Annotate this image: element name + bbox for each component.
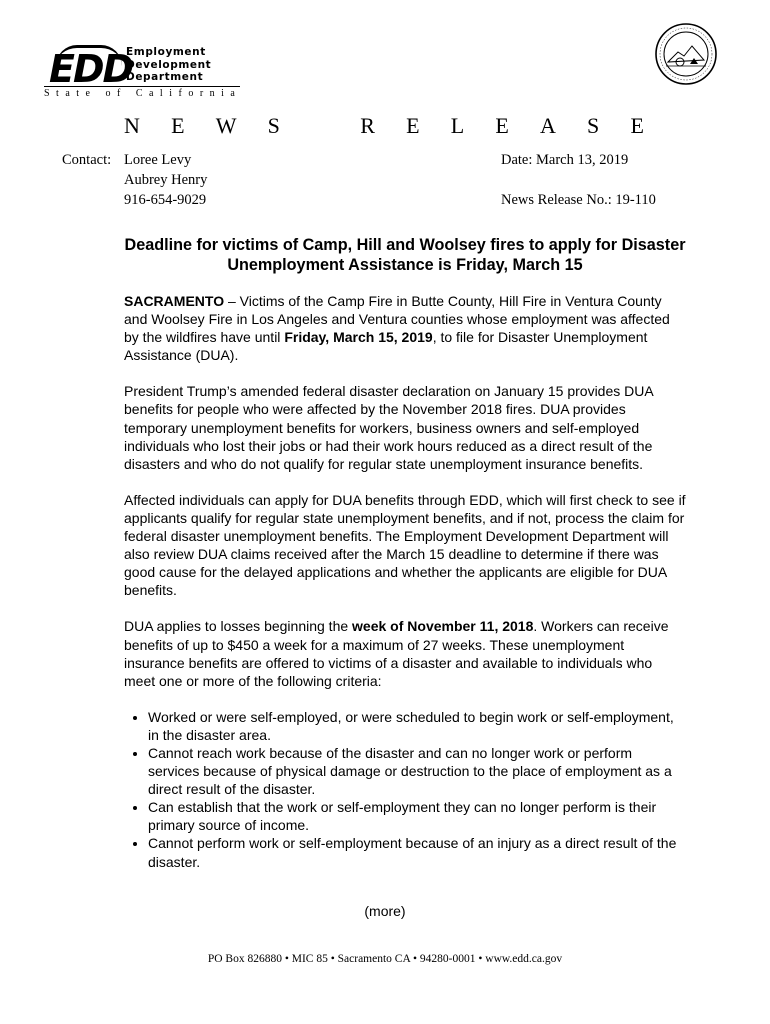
logo-line: Department	[126, 71, 204, 83]
title-letter: E	[171, 113, 185, 138]
list-item: • Cannot perform work or self-employment because of an injury as a direct result of the disaster.	[148, 834, 686, 870]
paragraph-text: DUA applies to losses beginning the	[124, 618, 353, 635]
title-letter: E	[630, 113, 644, 138]
title-letter: S	[587, 113, 600, 138]
paragraph-4	[124, 617, 686, 689]
contact-name: Loree Levy	[124, 152, 192, 168]
criteria-list	[124, 708, 686, 871]
footer-address: PO Box 826880 • MIC 85 • Sacramento CA • 94280-0001 • www.edd.ca.gov	[207, 953, 563, 965]
paragraph-text: , to file for Disaster Unemployment Assistance (DUA).	[124, 329, 648, 364]
logo-line: Development	[126, 58, 212, 71]
release-meta	[501, 150, 656, 210]
headline: Deadline for victims of Camp, Hill and Woolsey fires to apply for Disaster Unemployment Assistance is Friday, March 15	[124, 236, 686, 274]
news-release-title	[124, 113, 644, 139]
logo-mark: EDD	[49, 47, 133, 91]
edd-logo	[44, 44, 714, 104]
list-item: • Cannot reach work because of the disaster and can no longer work or perform services because of physical damage or destruction to the place of employment as a direct result of the disaster.	[148, 744, 686, 798]
release-date: Date: March 13, 2019	[501, 152, 629, 168]
title-letter: L	[450, 113, 465, 138]
list-item: • Can establish that the work or self-employment they can no longer perform is their primary source of income.	[148, 798, 686, 834]
logo-state-name: State of California	[44, 88, 242, 99]
continued-marker: (more)	[364, 903, 406, 919]
logo-department-name	[126, 46, 211, 84]
paragraph-3: Affected individuals can apply for DUA benefits through EDD, which will first check to see if applicants qualify for regular state unemployment benefits, and if not, process the claim for federal disaster unemployment benefits. The Employment Development Department will also review DUA claims received after the March 15 deadline to determine if there was good cause for the delayed applications and whether the applicants are eligible for DUA benefits.	[124, 491, 686, 599]
title-letter: N	[124, 113, 140, 138]
title-spacer	[311, 113, 329, 139]
paragraph-text: – Victims of the Camp Fire in Butte County, Hill Fire in Ventura County and Woolsey Fire in Los Angeles and Ventura counties whose employment was affected by the wildfires have until	[124, 293, 670, 346]
paragraph-2: President Trump’s amended federal disaster declaration on January 15 provides DUA benefits for people who were affected by the November 2018 fires. DUA provides temporary unemployment benefits for workers, business owners and self-employed individuals who lost their jobs or had their work hours reduced as a direct result of the disasters and who do not qualify for regular state unemployment insurance benefits.	[124, 383, 653, 472]
contact-label: Contact:	[62, 152, 112, 168]
title-letter: S	[267, 113, 280, 138]
logo-line: Employment	[126, 46, 206, 58]
title-letter: A	[539, 113, 556, 138]
title-letter: R	[360, 113, 375, 138]
paragraph-1	[124, 292, 686, 364]
list-item: • Worked or were self-employed, or were scheduled to begin work or self-employment, in the disaster area.	[148, 708, 686, 744]
dateline: SACRAMENTO	[124, 293, 225, 309]
contact-names	[124, 150, 207, 210]
logo-divider	[44, 86, 240, 87]
title-letter: W	[215, 113, 237, 138]
title-letter: E	[406, 113, 420, 138]
paragraph-text: . Workers can receive benefits of up to $450 a week for a maximum of 27 weeks. These unemployment insurance benefits are offered to victims of a disaster and available to individuals who meet one or more of the following criteria:	[124, 618, 669, 689]
deadline-date: Friday, March 15, 2019	[284, 329, 433, 346]
contact-name: Aubrey Henry	[124, 172, 208, 188]
article-body	[124, 292, 686, 871]
title-letter: E	[495, 113, 509, 138]
state-seal-icon	[654, 22, 718, 86]
release-number: News Release No.: 19-110	[501, 192, 656, 208]
contact-phone: 916-654-9029	[124, 192, 207, 208]
contact-block	[62, 150, 682, 210]
week-date: week of November 11, 2018	[352, 618, 534, 635]
